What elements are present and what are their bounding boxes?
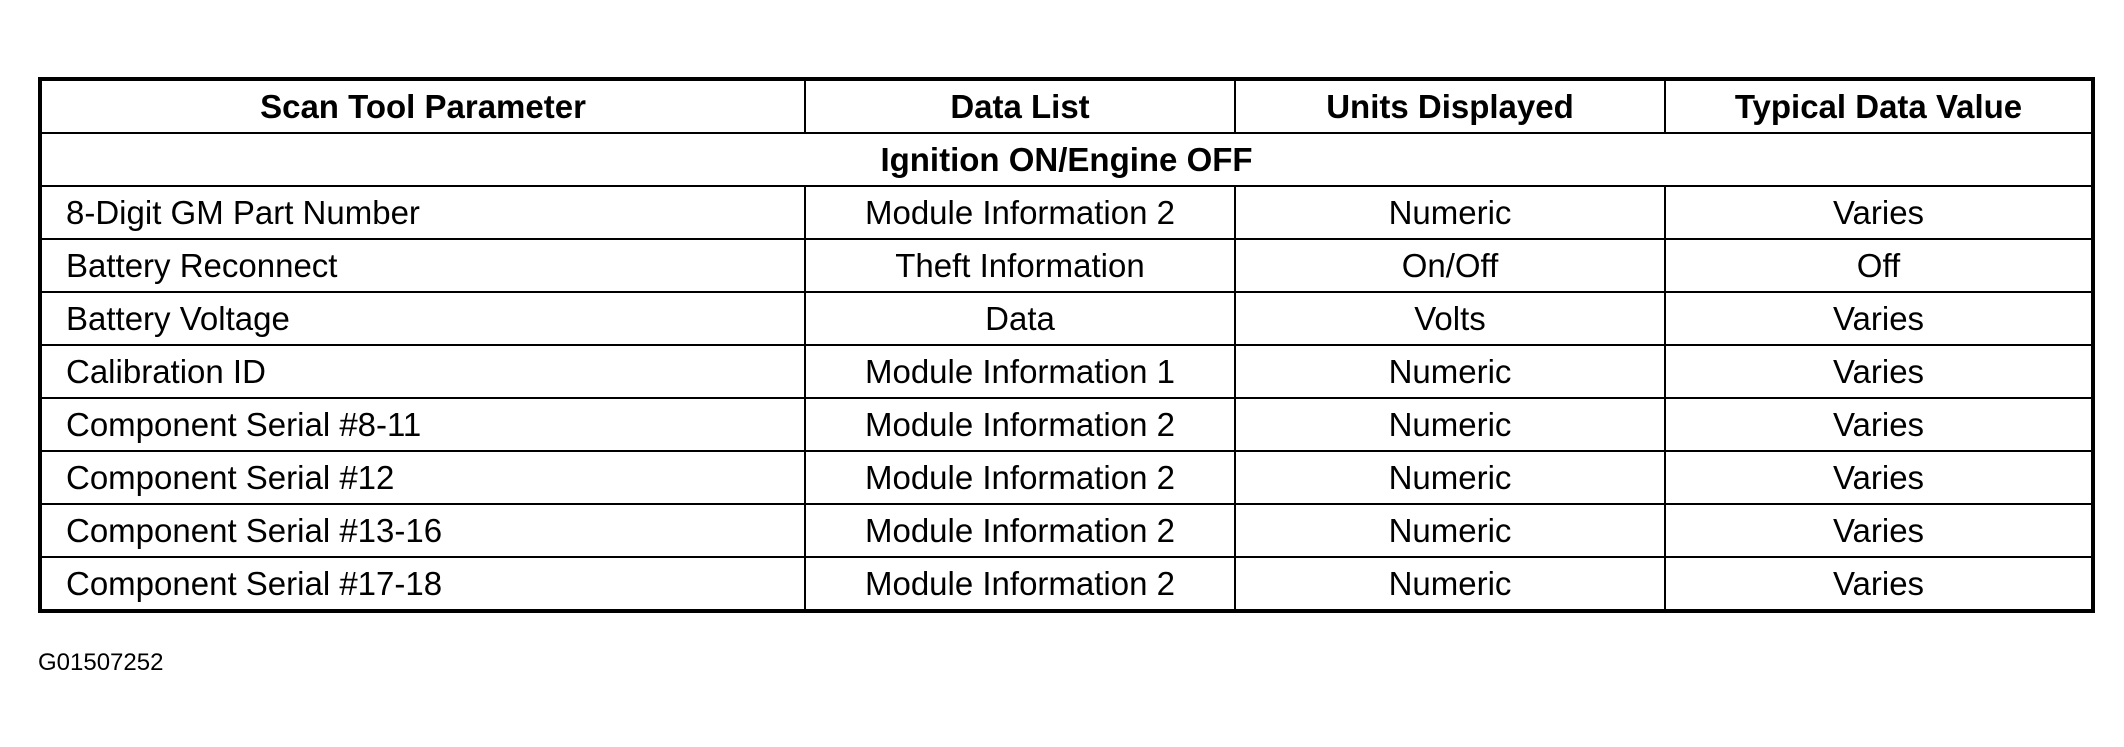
cell-parameter: Component Serial #13-16 [40,504,805,557]
cell-data-list: Module Information 2 [805,398,1235,451]
section-label: Ignition ON/Engine OFF [40,133,2093,186]
cell-typical-value: Varies [1665,345,2093,398]
cell-units: Numeric [1235,451,1665,504]
table-header-row [40,79,2093,133]
cell-typical-value: Varies [1665,292,2093,345]
cell-units: Numeric [1235,345,1665,398]
figure-id: G01507252 [38,649,164,676]
cell-data-list: Module Information 1 [805,345,1235,398]
table-row [40,398,2093,451]
section-row [40,133,2093,186]
cell-parameter: Calibration ID [40,345,805,398]
cell-parameter: Battery Reconnect [40,239,805,292]
table-row [40,451,2093,504]
table-row [40,345,2093,398]
cell-parameter: 8-Digit GM Part Number [40,186,805,239]
table-row [40,557,2093,611]
scan-tool-parameter-table [38,77,2095,613]
table-row [40,292,2093,345]
cell-typical-value: Varies [1665,557,2093,611]
header-scan-tool-parameter: Scan Tool Parameter [40,79,805,133]
cell-units: Numeric [1235,186,1665,239]
header-units-displayed: Units Displayed [1235,79,1665,133]
cell-typical-value: Off [1665,239,2093,292]
cell-units: On/Off [1235,239,1665,292]
cell-typical-value: Varies [1665,186,2093,239]
cell-units: Numeric [1235,557,1665,611]
table-row [40,504,2093,557]
cell-parameter: Battery Voltage [40,292,805,345]
cell-typical-value: Varies [1665,398,2093,451]
cell-data-list: Theft Information [805,239,1235,292]
table-row [40,186,2093,239]
cell-parameter: Component Serial #12 [40,451,805,504]
cell-units: Numeric [1235,504,1665,557]
cell-data-list: Module Information 2 [805,186,1235,239]
header-typical-data-value: Typical Data Value [1665,79,2093,133]
cell-data-list: Module Information 2 [805,504,1235,557]
table-row [40,239,2093,292]
cell-parameter: Component Serial #17-18 [40,557,805,611]
header-data-list: Data List [805,79,1235,133]
cell-data-list: Data [805,292,1235,345]
cell-units: Volts [1235,292,1665,345]
cell-data-list: Module Information 2 [805,451,1235,504]
cell-parameter: Component Serial #8-11 [40,398,805,451]
cell-typical-value: Varies [1665,451,2093,504]
cell-typical-value: Varies [1665,504,2093,557]
cell-units: Numeric [1235,398,1665,451]
cell-data-list: Module Information 2 [805,557,1235,611]
